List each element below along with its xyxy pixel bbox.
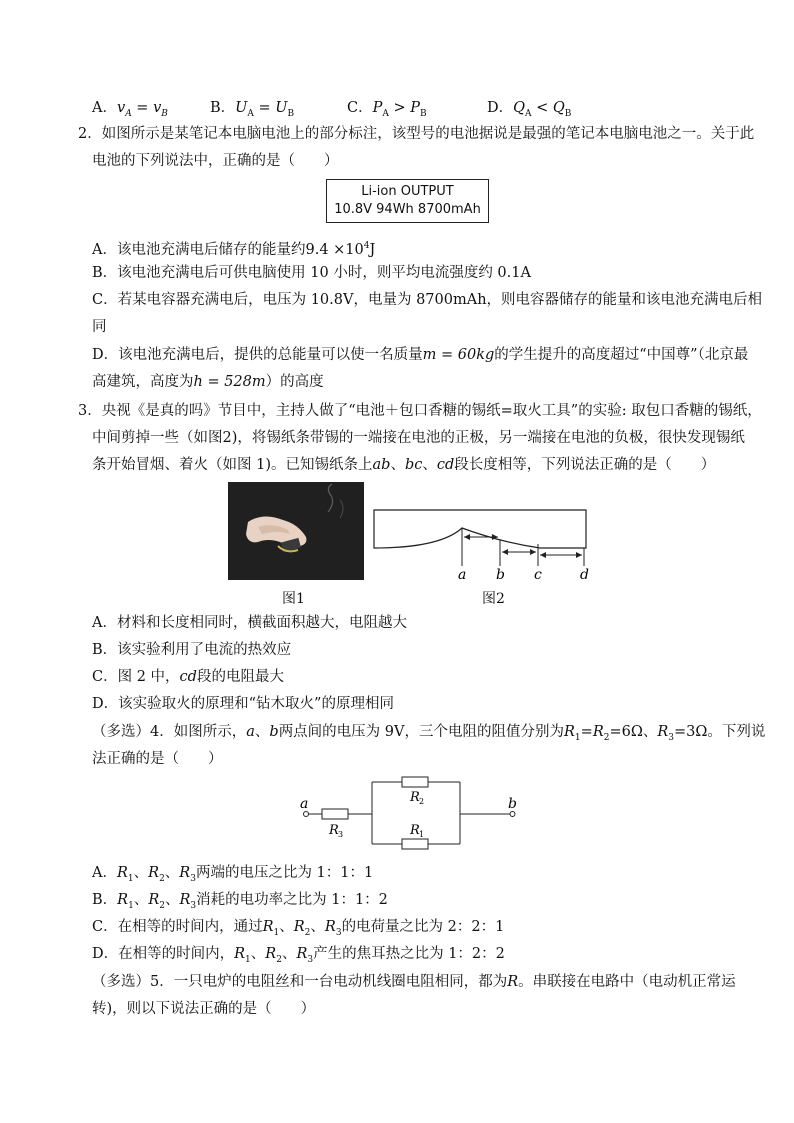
battery-label-line-2: 10.8V 94Wh 8700mAh bbox=[334, 202, 481, 217]
r3-label-sub: 3 bbox=[338, 830, 344, 839]
r1-label: R bbox=[410, 823, 420, 838]
q3-option-c: C．图 2 中，cd段的电阻最大 bbox=[92, 669, 284, 685]
r2-label-sub: 2 bbox=[419, 797, 425, 806]
q2-option-c-line-1: C．若某电容器充满电后，电压为 10.8V，电量为 8700mAh，则电容器储存的能量和该电池充满电后相 bbox=[92, 292, 763, 308]
q3-option-d: D．该实验取火的原理和“钻木取火”的原理相同 bbox=[92, 696, 394, 712]
q2-stem-line-1: 2．如图所示是某笔记本电脑电池上的部分标注，该型号的电池据说是最强的笔记本电脑电池之一。关于此 bbox=[78, 126, 755, 142]
q1-option-a: A．$v_A = v_B$ bbox=[92, 100, 168, 119]
q4-stem-line-1: （多选）4．如图所示，a、b两点间的电压为 9V，三个电阻的阻值分别为$R_1=R_2=6\Omega$、$R_3=3\Omega$。下列说 bbox=[92, 724, 766, 743]
q3-option-b: B．该实验利用了电流的热效应 bbox=[92, 642, 292, 658]
q4-option-a: A．$R_1$、$R_2$、$R_3$两端的电压之比为 1：1：1 bbox=[92, 865, 374, 884]
q2-option-a: A．该电池充满电后储存的能量约$9.4 \times 10^4J$ bbox=[92, 241, 376, 258]
q4-circuit-diagram bbox=[296, 772, 526, 856]
q2-option-d-line-2: 高建筑，高度为h = 528m）的高度 bbox=[92, 374, 324, 390]
q1-option-b: B．$U_A = U_B$ bbox=[210, 100, 295, 119]
q2-option-d-line-1: D．该电池充满电后，提供的总能量可以使一名质量m = 60kg的学生提升的高度超过“中国尊”（北京最 bbox=[92, 347, 749, 363]
resistor-r2 bbox=[402, 777, 428, 787]
node-a-terminal bbox=[304, 812, 309, 817]
point-a-label: a bbox=[458, 567, 467, 582]
r1-label-sub: 1 bbox=[419, 830, 425, 839]
point-b-label: b bbox=[496, 567, 505, 582]
point-c-label: c bbox=[534, 567, 542, 582]
q4-option-d: D．在相等的时间内，$R_1$、$R_2$、$R_3$产生的焦耳热之比为 1：2：2 bbox=[92, 946, 505, 965]
figure-1-photo bbox=[228, 482, 364, 580]
r2-label: R bbox=[410, 790, 420, 805]
node-b-label: b bbox=[508, 796, 517, 812]
q2-option-c-line-2: 同 bbox=[92, 319, 107, 335]
q4-option-b: B．$R_1$、$R_2$、$R_3$消耗的电功率之比为 1：1：2 bbox=[92, 892, 388, 911]
q3-stem-line-2: 中间剪掉一些（如图2)，将锡纸条带锡的一端接在电池的正极，另一端接在电池的负极，很快发现锡纸 bbox=[92, 430, 745, 446]
figure-2-caption: 图2 bbox=[482, 591, 505, 607]
q5-stem-line-1: （多选）5．一只电炉的电阻丝和一台电动机线圈电阻相同，都为R。串联接在电路中（电动机正常运 bbox=[92, 974, 736, 990]
resistor-r3 bbox=[322, 809, 348, 819]
q3-option-a: A．材料和长度相同时，横截面积越大，电阻越大 bbox=[92, 615, 407, 631]
figure-1-caption: 图1 bbox=[282, 591, 305, 607]
point-d-label: d bbox=[580, 567, 589, 582]
q1-option-c: C．$P_A > P_B$ bbox=[347, 100, 427, 119]
q3-stem-line-3: 条开始冒烟、着火（如图 1)。已知锡纸条上ab、bc、cd段长度相等，下列说法正确的是（ ） bbox=[92, 457, 716, 473]
q2-stem-line-2: 电池的下列说法中，正确的是（ ） bbox=[92, 153, 339, 169]
q3-stem-line-1: 3．央视《是真的吗》节目中，主持人做了“电池＋包口香糖的锡纸=取火工具”的实验: 取包口香糖的锡纸， bbox=[78, 403, 762, 419]
resistor-r1 bbox=[402, 839, 428, 849]
battery-label-line-1: Li-ion OUTPUT bbox=[361, 184, 454, 199]
battery-label-box bbox=[326, 179, 489, 223]
q2-option-b: B．该电池充满电后可供电脑使用 10 小时，则平均电流强度约 0.1A bbox=[92, 265, 531, 281]
q1-option-d: D．$Q_A < Q_B$ bbox=[487, 100, 572, 119]
q4-option-c: C．在相等的时间内，通过$R_1$、$R_2$、$R_3$的电荷量之比为 2：2：1 bbox=[92, 919, 505, 938]
q5-stem-line-2: 转)，则以下说法正确的是（ ） bbox=[92, 1001, 316, 1017]
q4-stem-line-2: 法正确的是（ ） bbox=[92, 751, 223, 767]
node-b-terminal bbox=[510, 812, 515, 817]
node-a-label: a bbox=[300, 796, 309, 812]
r3-label: R bbox=[329, 823, 339, 838]
figure-2-diagram bbox=[370, 506, 592, 582]
